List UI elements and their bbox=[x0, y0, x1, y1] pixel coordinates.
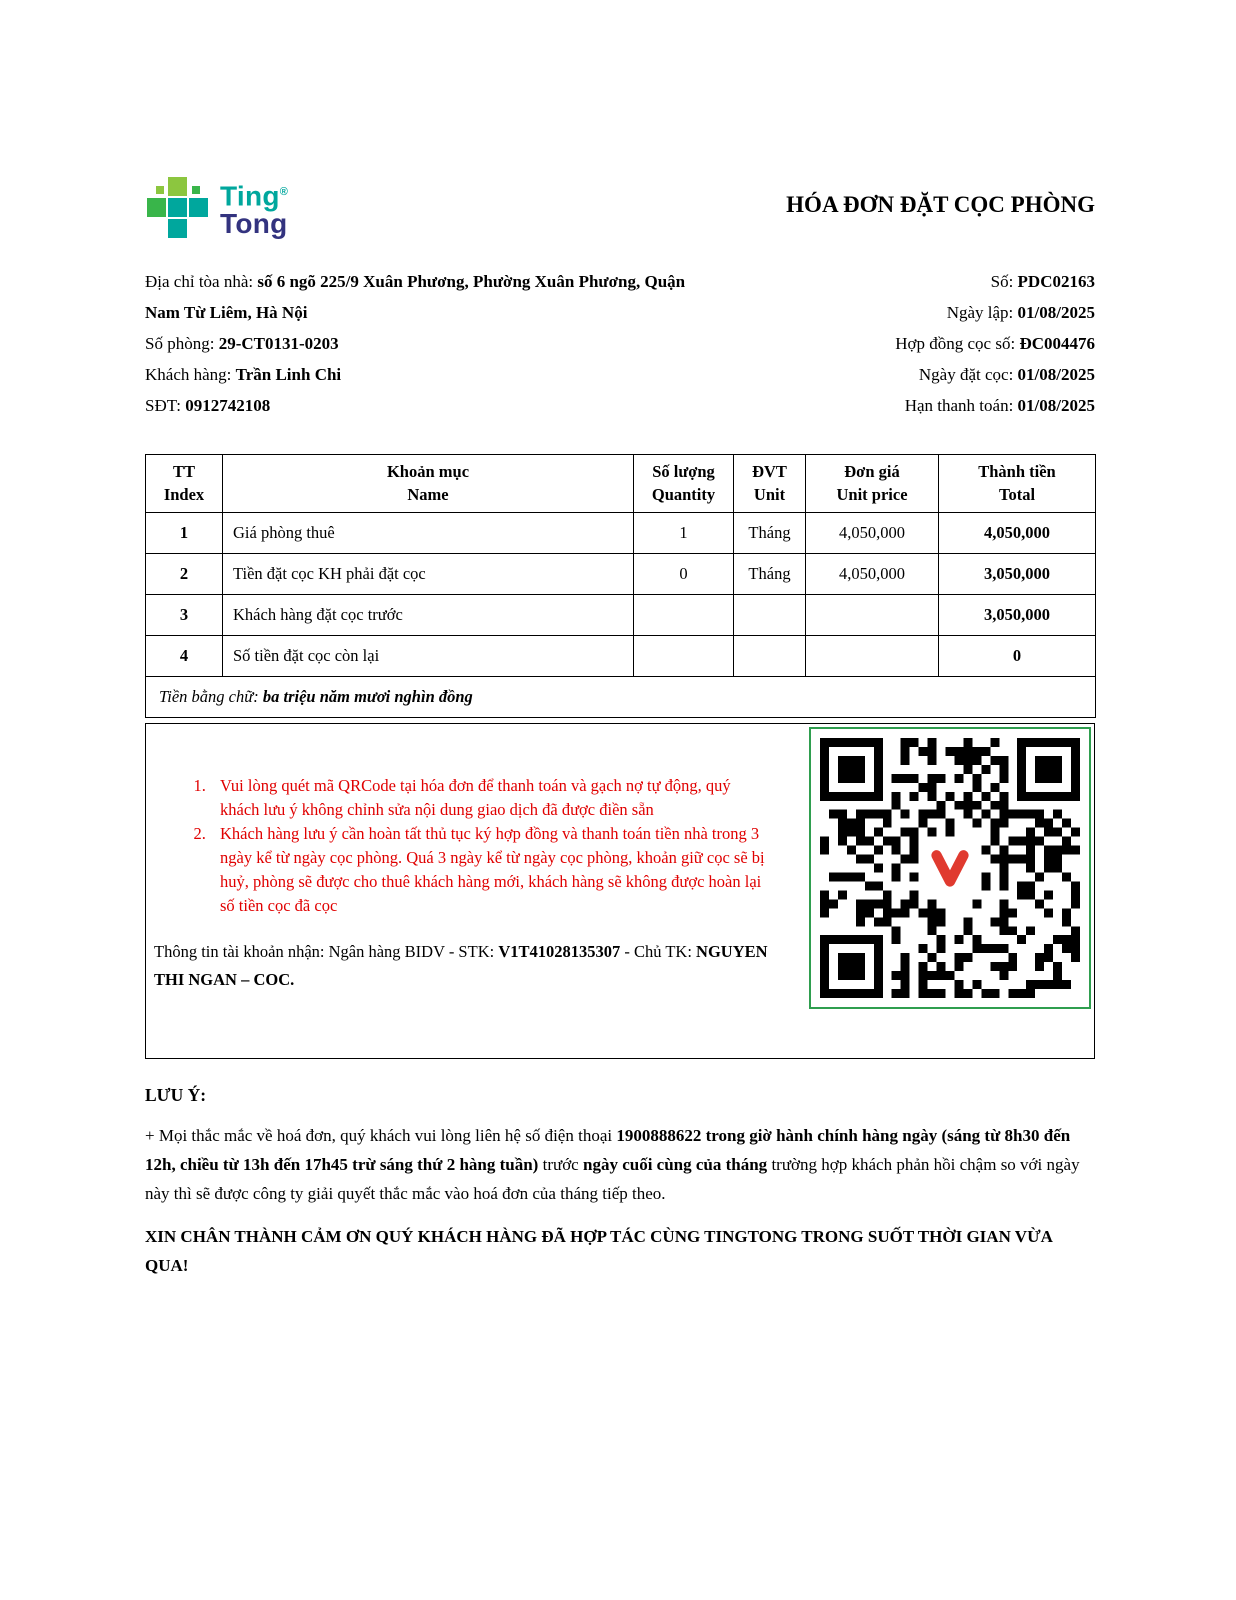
cell-quantity: 0 bbox=[634, 554, 734, 595]
tingtong-plus-icon bbox=[145, 176, 209, 240]
bank-account-info bbox=[154, 938, 779, 992]
deposit-date-line: Ngày đặt cọc: 01/08/2025 bbox=[918, 365, 1095, 384]
cell-name: Số tiền đặt cọc còn lại bbox=[223, 636, 634, 677]
table-row bbox=[146, 595, 1096, 636]
amount-in-words-row bbox=[146, 677, 1096, 718]
cell-unit bbox=[734, 595, 806, 636]
cell-unit bbox=[734, 636, 806, 677]
info-right-column bbox=[723, 266, 1095, 421]
cell-unit-price: 4,050,000 bbox=[806, 513, 939, 554]
payment-qr-code bbox=[809, 727, 1091, 1009]
issue-date-line: Ngày lập: 01/08/2025 bbox=[946, 303, 1095, 322]
col-header-quantity: Số lượng Quantity bbox=[634, 455, 734, 513]
cell-unit: Tháng bbox=[734, 554, 806, 595]
thank-you-note: XIN CHÂN THÀNH CẢM ƠN QUÝ KHÁCH HÀNG ĐÃ HỢP TÁC CÙNG TINGTONG TRONG SUỐT THỜI GIAN VỪA QUA! bbox=[145, 1227, 1052, 1275]
footer bbox=[145, 1085, 1095, 1280]
cell-unit-price bbox=[806, 636, 939, 677]
cell-unit-price: 4,050,000 bbox=[806, 554, 939, 595]
info-left-column bbox=[145, 266, 723, 421]
amount-in-words: Tiền bằng chữ: ba triệu năm mươi nghìn đồng bbox=[146, 677, 1096, 718]
registered-mark: ® bbox=[279, 186, 289, 199]
table-row bbox=[146, 636, 1096, 677]
col-header-unit-price: Đơn giá Unit price bbox=[806, 455, 939, 513]
cell-index: 2 bbox=[146, 554, 223, 595]
account-number: V1T41028135307 bbox=[498, 942, 621, 962]
cell-total: 4,050,000 bbox=[939, 513, 1096, 554]
cell-quantity: 1 bbox=[634, 513, 734, 554]
cell-total: 3,050,000 bbox=[939, 554, 1096, 595]
cell-quantity bbox=[634, 595, 734, 636]
invoice-info bbox=[145, 266, 1095, 421]
col-header-unit: ĐVT Unit bbox=[734, 455, 806, 513]
col-header-total: Thành tiền Total bbox=[939, 455, 1096, 513]
cell-index: 1 bbox=[146, 513, 223, 554]
cell-total: 0 bbox=[939, 636, 1096, 677]
room-number-line: Số phòng: 29-CT0131-0203 bbox=[145, 334, 339, 353]
customer-name-line: Khách hàng: Trần Linh Chi bbox=[145, 365, 342, 384]
cell-quantity bbox=[634, 636, 734, 677]
logo-word-tong: Tong bbox=[220, 207, 288, 239]
table-row bbox=[146, 554, 1096, 595]
phone-line: SĐT: 0912742108 bbox=[145, 396, 271, 415]
payment-notes-list bbox=[184, 774, 774, 918]
account-prefix: Thông tin tài khoản nhận: Ngân hàng BIDV - STK: bbox=[154, 942, 499, 962]
col-header-index: TT Index bbox=[146, 455, 223, 513]
footer-paragraph: + Mọi thắc mắc về hoá đơn, quý khách vui lòng liên hệ số điện thoại 1900888622 trong giờ hành chính hàng ngày (sáng từ 8h30 đến 12h, chiều từ 13h đến 17h45 trừ sáng thứ 2 hàng tuần) trước ngày cuối cùng của tháng trường hợp khách phản hồi chậm so với ngày này thì sẽ được công ty giải quyết thắc mắc vào hoá đơn của tháng tiếp theo. bbox=[145, 1126, 1080, 1203]
note-item: 2. Khách hàng lưu ý cần hoàn tất thủ tục ký hợp đồng và thanh toán tiền nhà trong 3 ngày kể từ ngày cọc phòng. Quá 3 ngày kể từ ngày cọc phòng, khoản giữ cọc sẽ bị huỷ, phòng sẽ được cho thuê khách hàng mới, khách hàng sẽ không được hoàn lại số tiền cọc đã cọc bbox=[210, 822, 774, 918]
cell-index: 4 bbox=[146, 636, 223, 677]
cell-name: Giá phòng thuê bbox=[223, 513, 634, 554]
invoice-number-line: Số: PDC02163 bbox=[990, 272, 1095, 291]
col-header-name: Khoản mục Name bbox=[223, 455, 634, 513]
cell-total: 3,050,000 bbox=[939, 595, 1096, 636]
vietqr-v-icon bbox=[923, 841, 977, 895]
cell-name: Tiền đặt cọc KH phải đặt cọc bbox=[223, 554, 634, 595]
payment-notes-box bbox=[145, 723, 1095, 1059]
cell-name: Khách hàng đặt cọc trước bbox=[223, 595, 634, 636]
due-date-line: Hạn thanh toán: 01/08/2025 bbox=[904, 396, 1095, 415]
cell-unit: Tháng bbox=[734, 513, 806, 554]
logo-word-ting: Ting bbox=[220, 180, 280, 212]
cell-index: 3 bbox=[146, 595, 223, 636]
items-table bbox=[145, 454, 1096, 718]
header bbox=[145, 176, 1095, 240]
note-item: 1. Vui lòng quét mã QRCode tại hóa đơn để thanh toán và gạch nợ tự động, quý khách lưu ý không chỉnh sửa nội dung giao dịch đã được điền sẵn bbox=[210, 774, 774, 822]
tingtong-logo bbox=[145, 176, 288, 240]
table-row bbox=[146, 513, 1096, 554]
table-header-row bbox=[146, 455, 1096, 513]
building-address-line: Địa chỉ tòa nhà: số 6 ngõ 225/9 Xuân Phương, Phường Xuân Phương, Quận Nam Từ Liêm, Hà Nội bbox=[145, 272, 686, 322]
contract-number-line: Hợp đồng cọc số: ĐC004476 bbox=[895, 334, 1095, 353]
page-title: HÓA ĐƠN ĐẶT CỌC PHÒNG bbox=[786, 192, 1095, 217]
account-middle: - Chủ TK: bbox=[620, 942, 697, 962]
account-holder: NGUYEN THI NGAN – COC. bbox=[154, 942, 768, 989]
cell-unit-price bbox=[806, 595, 939, 636]
logo-text bbox=[220, 179, 289, 239]
footer-note-heading: LƯU Ý: bbox=[145, 1085, 207, 1105]
